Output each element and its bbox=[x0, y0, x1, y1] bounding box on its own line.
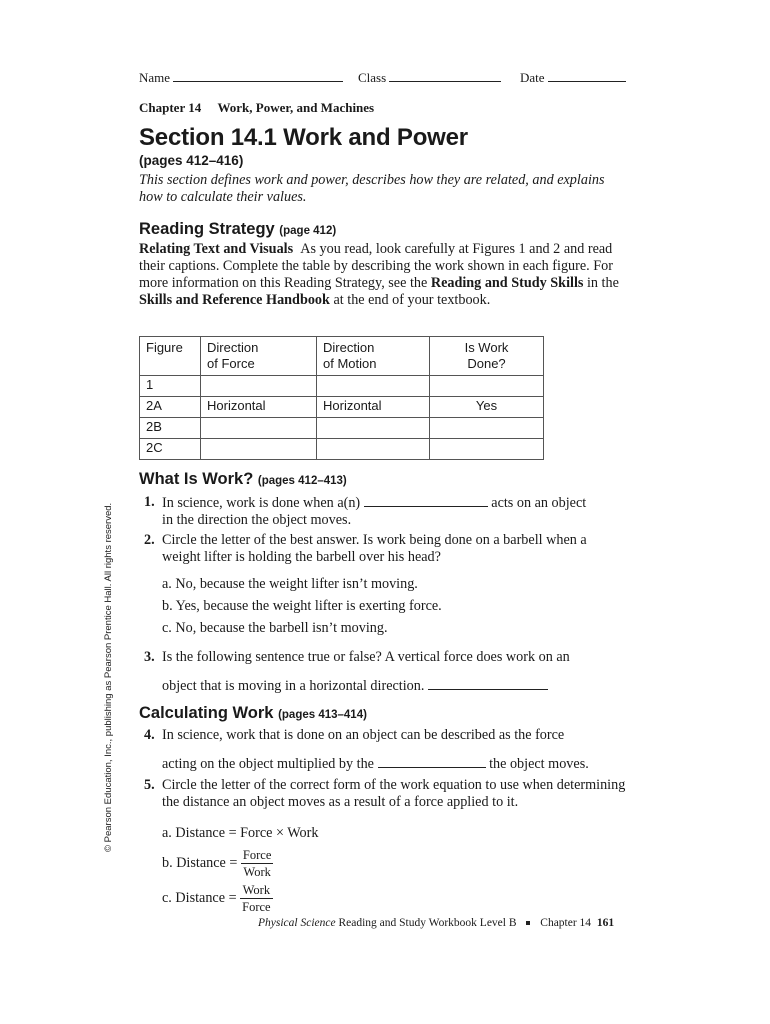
fraction-denominator: Work bbox=[243, 865, 271, 879]
reading-strategy-pages: (page 412) bbox=[279, 225, 337, 237]
th-is-work-done: Is Work Done? bbox=[430, 337, 544, 376]
rs-bold-2: Skills and Reference Handbook bbox=[139, 292, 330, 308]
q3-blank[interactable] bbox=[428, 677, 548, 690]
q5-option-c-label: c. Distance = bbox=[162, 889, 237, 906]
table-cell[interactable] bbox=[430, 376, 544, 397]
table-cell: Horizontal bbox=[317, 397, 430, 418]
table-cell: Horizontal bbox=[201, 397, 317, 418]
table-cell[interactable] bbox=[430, 418, 544, 439]
what-is-work-pages: (pages 412–413) bbox=[257, 475, 347, 487]
table-cell: 2A bbox=[140, 397, 201, 418]
q5-option-c-fraction bbox=[240, 882, 272, 915]
date-field bbox=[520, 69, 626, 86]
question-number: 1. bbox=[144, 494, 155, 510]
table-row bbox=[140, 397, 544, 418]
table-cell: 1 bbox=[140, 376, 201, 397]
what-is-work-heading bbox=[139, 470, 347, 489]
copyright-sidebar: © Pearson Education, Inc., publishing as Pearson Prentice Hall. All rights reserved. bbox=[103, 502, 114, 852]
th-direction-of-force: Direction of Force bbox=[201, 337, 317, 376]
q4-text-b: acting on the object multiplied by the bbox=[162, 756, 374, 772]
chapter-label: Chapter 14 bbox=[139, 100, 202, 115]
chapter-line bbox=[139, 100, 374, 116]
calculating-work-pages: (pages 413–414) bbox=[278, 709, 367, 721]
th-direction-of-motion: Direction of Motion bbox=[317, 337, 430, 376]
reading-strategy-lead: Relating Text and Visuals bbox=[139, 241, 294, 257]
fraction-numerator: Force bbox=[242, 848, 272, 862]
q3-text-b: object that is moving in a horizontal direction. bbox=[162, 678, 425, 694]
q4-blank[interactable] bbox=[378, 755, 486, 768]
page-number: 161 bbox=[596, 917, 615, 929]
date-blank[interactable] bbox=[548, 69, 626, 82]
q5-option-c[interactable] bbox=[162, 882, 273, 915]
table-cell[interactable] bbox=[317, 439, 430, 460]
table-row bbox=[140, 418, 544, 439]
bullet-icon bbox=[526, 921, 530, 925]
q1-text-a: In science, work is done when a(n) bbox=[162, 495, 361, 511]
q5-option-b-fraction bbox=[241, 847, 273, 880]
q1-text-b: acts on an object bbox=[491, 495, 587, 511]
question-number: 4. bbox=[144, 727, 155, 743]
question-5: Circle the letter of the correct form of the work equation to use when determining the distance an object moves as a result of a force applied to it. bbox=[162, 777, 626, 810]
class-label: Class bbox=[358, 70, 387, 85]
reading-strategy-heading bbox=[139, 220, 336, 239]
q4-text-c: the object moves. bbox=[489, 756, 589, 772]
th-figure: Figure bbox=[140, 337, 201, 376]
reading-strategy-title: Reading Strategy bbox=[139, 220, 275, 238]
question-1 bbox=[162, 494, 632, 529]
table-cell[interactable] bbox=[430, 439, 544, 460]
name-blank[interactable] bbox=[173, 69, 343, 82]
question-2: Circle the letter of the best answer. Is work being done on a barbell when a weight lifter is holding the barbell over his head? bbox=[162, 532, 587, 565]
chapter-title: Work, Power, and Machines bbox=[217, 100, 375, 115]
rs-text-3: at the end of your textbook. bbox=[329, 292, 491, 308]
table-cell[interactable] bbox=[201, 439, 317, 460]
q2-option-b[interactable]: b. Yes, because the weight lifter is exerting force. bbox=[162, 598, 442, 614]
question-4-line-2 bbox=[162, 755, 589, 773]
table-row bbox=[140, 439, 544, 460]
fraction-numerator: Work bbox=[240, 882, 272, 899]
what-is-work-title: What Is Work? bbox=[139, 470, 254, 488]
table-cell: Yes bbox=[430, 397, 544, 418]
q1-text-c: in the direction the object moves. bbox=[162, 512, 352, 528]
footer-book-rest: Reading and Study Workbook Level B bbox=[338, 917, 517, 929]
figure-table bbox=[139, 336, 544, 460]
q2-option-c[interactable]: c. No, because the barbell isn’t moving. bbox=[162, 620, 388, 636]
question-3-line-2 bbox=[162, 677, 548, 695]
rs-bold-1: Reading and Study Skills bbox=[430, 275, 584, 291]
reading-strategy-text bbox=[139, 241, 629, 309]
calculating-work-title: Calculating Work bbox=[139, 704, 274, 722]
footer-chapter: Chapter 14 bbox=[540, 917, 592, 929]
class-blank[interactable] bbox=[389, 69, 501, 82]
table-cell: 2B bbox=[140, 418, 201, 439]
rs-text-1: As you read, look carefully at Figures 1 and 2 and read their captions. Complete the table by describing the work shown in each figure. For more information on this Reading Strategy, see the bbox=[139, 241, 613, 291]
q2-option-a[interactable]: a. No, because the weight lifter isn’t moving. bbox=[162, 576, 418, 592]
table-cell[interactable] bbox=[201, 418, 317, 439]
calculating-work-heading bbox=[139, 704, 367, 723]
rs-text-2: in the bbox=[583, 275, 619, 291]
question-number: 3. bbox=[144, 649, 155, 665]
table-cell[interactable] bbox=[201, 376, 317, 397]
section-intro: This section defines work and power, describes how they are related, and explains how to calculate their values. bbox=[139, 172, 605, 205]
class-field bbox=[358, 69, 501, 86]
section-title: Section 14.1 Work and Power bbox=[139, 124, 468, 151]
question-4-line-1: In science, work that is done on an object can be described as the force bbox=[162, 727, 565, 743]
q1-blank[interactable] bbox=[364, 494, 488, 507]
question-number: 5. bbox=[144, 777, 155, 793]
name-field bbox=[139, 69, 343, 86]
q5-option-a[interactable]: a. Distance = Force × Work bbox=[162, 825, 319, 841]
footer-book-italic: Physical Science bbox=[258, 917, 336, 929]
page-footer bbox=[258, 917, 614, 929]
fraction-denominator: Force bbox=[242, 900, 271, 914]
table-cell[interactable] bbox=[317, 418, 430, 439]
date-label: Date bbox=[520, 70, 545, 85]
table-cell: 2C bbox=[140, 439, 201, 460]
table-cell[interactable] bbox=[317, 376, 430, 397]
section-pages: (pages 412–416) bbox=[139, 153, 244, 168]
question-number: 2. bbox=[144, 532, 155, 548]
q5-option-b-label: b. Distance = bbox=[162, 854, 238, 871]
q5-option-b[interactable] bbox=[162, 847, 273, 880]
table-header-row bbox=[140, 337, 544, 376]
table-row bbox=[140, 376, 544, 397]
question-3-line-1: Is the following sentence true or false? A vertical force does work on an bbox=[162, 649, 570, 665]
name-label: Name bbox=[139, 70, 171, 85]
